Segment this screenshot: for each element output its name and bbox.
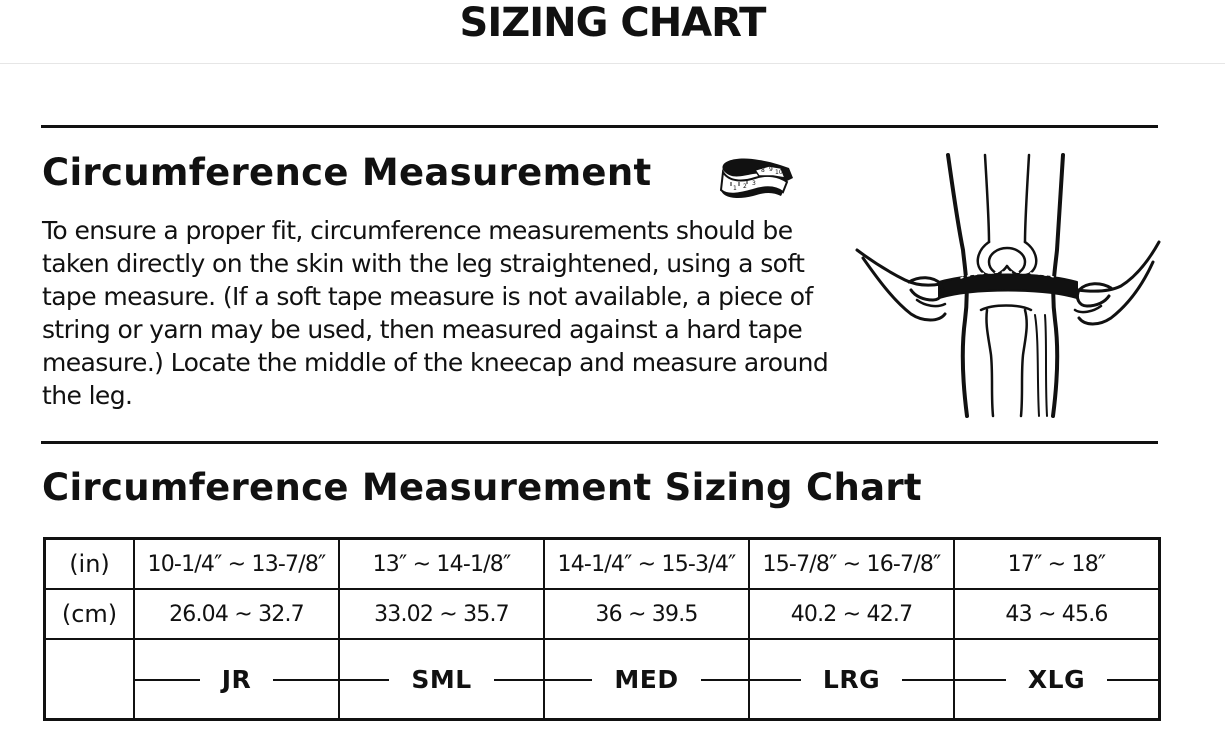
tape-measure-icon bbox=[709, 152, 795, 208]
measurement-instructions: To ensure a proper fit, circumference measurements should be taken directly on the skin with the leg straightened, using a soft tape measure. (If a soft tape measure is not available, a piece of string or yarn may be used, then measured against a hard tape measure.) Locate the middle of the kneecap and measure around the leg. bbox=[42, 216, 829, 410]
tape-number: 9 bbox=[769, 166, 773, 173]
size-label-sml: SML bbox=[389, 665, 493, 694]
range-cm-med: 36 ~ 39.5 bbox=[544, 589, 749, 639]
tape-number: 10 bbox=[775, 169, 783, 176]
range-cm-lrg: 40.2 ~ 42.7 bbox=[749, 589, 954, 639]
tape-number: 2 bbox=[743, 183, 747, 190]
size-cell-med bbox=[544, 639, 749, 720]
range-in-jr: 10-1/4″ ~ 13-7/8″ bbox=[134, 539, 339, 590]
size-cell-sml bbox=[339, 639, 544, 720]
range-in-med: 14-1/4″ ~ 15-3/4″ bbox=[544, 539, 749, 590]
sizing-chart-heading: Circumference Measurement Sizing Chart bbox=[42, 466, 922, 509]
unit-label-in: (in) bbox=[45, 539, 135, 590]
size-label-lrg: LRG bbox=[801, 665, 902, 694]
size-label-xlg: XLG bbox=[1006, 665, 1107, 694]
size-label-med: MED bbox=[592, 665, 700, 694]
page-header bbox=[0, 0, 1225, 64]
size-label-jr: JR bbox=[200, 665, 274, 694]
range-in-sml: 13″ ~ 14-1/8″ bbox=[339, 539, 544, 590]
tape-number: 8 bbox=[761, 167, 765, 174]
top-divider bbox=[41, 125, 1158, 128]
measurement-heading: Circumference Measurement bbox=[42, 151, 652, 194]
table-row-inches bbox=[45, 539, 1160, 590]
tape-number: 3 bbox=[752, 180, 756, 187]
empty-corner-cell bbox=[45, 639, 135, 720]
page-title: SIZING CHART bbox=[459, 0, 766, 46]
tape-number: 1 bbox=[733, 185, 737, 192]
range-in-xlg: 17″ ~ 18″ bbox=[954, 539, 1160, 590]
range-in-lrg: 15-7/8″ ~ 16-7/8″ bbox=[749, 539, 954, 590]
unit-label-cm: (cm) bbox=[45, 589, 135, 639]
size-cell-lrg bbox=[749, 639, 954, 720]
range-cm-jr: 26.04 ~ 32.7 bbox=[134, 589, 339, 639]
size-cell-xlg bbox=[954, 639, 1160, 720]
size-cell-jr bbox=[134, 639, 339, 720]
middle-divider bbox=[41, 441, 1158, 444]
table-row-sizes bbox=[45, 639, 1160, 720]
sizing-chart-table bbox=[43, 537, 1161, 721]
range-cm-xlg: 43 ~ 45.6 bbox=[954, 589, 1160, 639]
range-cm-sml: 33.02 ~ 35.7 bbox=[339, 589, 544, 639]
table-row-centimeters bbox=[45, 589, 1160, 639]
knee-measurement-illustration bbox=[853, 150, 1163, 418]
